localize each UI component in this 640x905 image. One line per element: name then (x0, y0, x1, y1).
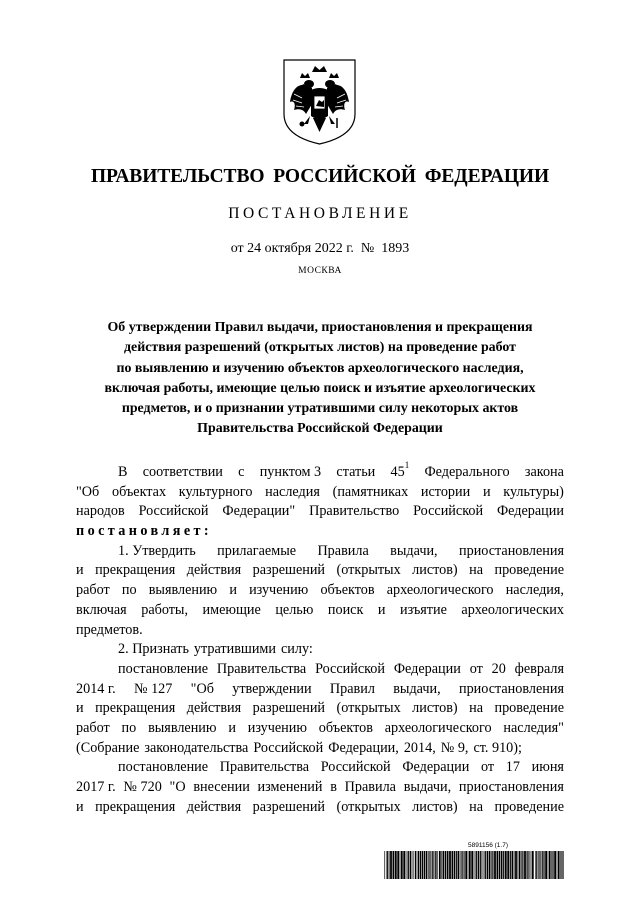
barcode-bar (436, 851, 437, 879)
barcode-bar (432, 851, 433, 879)
barcode-bar (397, 851, 399, 879)
text-line: народов Российской Федерации" Правительство Российской Федерации (76, 503, 564, 520)
barcode-bar (558, 851, 560, 879)
barcode-bar (439, 851, 441, 879)
barcode-bar (401, 851, 403, 879)
barcode-bar (449, 851, 451, 879)
barcode-bar (535, 851, 536, 879)
barcode-bar (557, 851, 558, 879)
barcode-bar (492, 851, 493, 879)
barcode-bar (403, 851, 405, 879)
barcode-bar (543, 851, 544, 879)
barcode-bar (503, 851, 504, 879)
barcode-bar (522, 851, 523, 879)
barcode-bar (407, 851, 408, 879)
barcode-bar (430, 851, 431, 879)
barcode-bar (390, 851, 392, 879)
barcode-bar (494, 851, 496, 879)
barcode-bar (424, 851, 425, 879)
barcode-bar (482, 851, 483, 879)
barcode-bar (458, 851, 460, 879)
barcode-bar (406, 851, 407, 879)
resolves-word: постановляет: (76, 523, 213, 540)
barcode-bar (395, 851, 397, 879)
text-line: 2017 г. № 720 "О внесении изменений в Правила выдачи, приостановления (76, 779, 564, 795)
barcode-bar (480, 851, 481, 879)
barcode-bar (531, 851, 532, 879)
barcode-bar (548, 851, 549, 879)
barcode-bar (433, 851, 434, 879)
text-line: "Об объектах культурного наследия (памятниках истории и культуры) (76, 483, 564, 500)
date-number-text: от 24 октября 2022 г. № 1893 (230, 241, 410, 256)
barcode-bar (429, 851, 430, 879)
barcode-bar (447, 851, 449, 879)
barcode-bar (519, 851, 521, 879)
barcode-bar (415, 851, 416, 879)
barcode-bar (454, 851, 455, 879)
city: МОСКВА (298, 266, 342, 276)
barcode-bar (400, 851, 401, 879)
barcode-bar (476, 851, 477, 879)
heading-line: по выявлению и изучению объектов археологического наследия, (116, 360, 524, 376)
barcode-bar (499, 851, 500, 879)
barcode-bar (552, 851, 553, 879)
barcode-bar (510, 851, 511, 879)
date-and-number (0, 241, 640, 257)
barcode-bar (468, 851, 469, 879)
article-ref: $45^1$ (390, 460, 410, 480)
barcode-bar (386, 851, 387, 879)
heading-line: предметов, и о признании утратившими силу некоторых актов (121, 401, 519, 417)
barcode-bar (532, 851, 534, 879)
barcode-bar (456, 851, 457, 879)
heading-line: Правительства Российской Федерации (197, 421, 443, 437)
barcode-bar (530, 851, 531, 879)
barcode-bar (524, 851, 526, 879)
barcode-bar (426, 851, 428, 879)
barcode-bar (515, 851, 517, 879)
barcode-bar (487, 851, 488, 879)
text-line: постановление Правительства Российской Федерации от 20 февраля (118, 660, 564, 677)
barcode-bar (445, 851, 446, 879)
barcode-bar (413, 851, 414, 879)
barcode-bar (441, 851, 442, 879)
barcode-bar (501, 851, 503, 879)
barcode-bar (551, 851, 552, 879)
barcode-bar (554, 851, 556, 879)
barcode-bar (539, 851, 540, 879)
barcode-bar (389, 851, 390, 879)
text-line: работ по выявлению и изучению объектов археологического наследия" (76, 719, 564, 736)
barcode-bar (485, 851, 486, 879)
barcode-bar (563, 851, 564, 879)
barcode-bar (561, 851, 562, 879)
text-line: 1. Утвердить прилагаемые Правила выдачи, приостановления (118, 542, 564, 559)
barcode-bar (461, 851, 462, 879)
barcode-bar (410, 851, 411, 879)
text-line (76, 522, 564, 542)
barcode-bar (462, 851, 463, 879)
barcode-bar (428, 851, 429, 879)
barcode-bar (418, 851, 419, 879)
document-type: ПОСТАНОВЛЕНИЕ (228, 205, 412, 222)
barcode-bar (540, 851, 541, 879)
barcode-bar (484, 851, 485, 879)
barcode-bar (464, 851, 465, 879)
barcode-bar (497, 851, 499, 879)
text-line: и прекращения действия разрешений (открытых листов) на проведение (76, 562, 564, 579)
document-body (76, 460, 564, 817)
barcode-bar (505, 851, 507, 879)
barcode-bar (443, 851, 445, 879)
barcode-bar (521, 851, 522, 879)
barcode-bar (469, 851, 471, 879)
barcode-bar (412, 851, 413, 879)
barcode-bar (471, 851, 473, 879)
barcode-bar (545, 851, 547, 879)
text-line: работ по выявлению и изучению объектов археологического наследия, (76, 582, 564, 599)
barcode-bar (542, 851, 543, 879)
barcode-bar (408, 851, 409, 879)
barcode-bar (474, 851, 475, 879)
barcode-bar (475, 851, 476, 879)
barcode-bar (422, 851, 423, 879)
text-line: В соответствии с пунктом 3 статьи $45^1$ Федерального закона (76, 463, 564, 483)
heading-line: Об утверждении Правил выдачи, приостановления и прекращения (107, 320, 533, 335)
barcode-bar (417, 851, 418, 879)
text-line: включая работы, имеющие целью поиск и изъятие археологических (76, 601, 564, 618)
barcode-bar (387, 851, 388, 879)
barcode-bar (549, 851, 551, 879)
document-heading (70, 318, 570, 440)
barcode-bar (528, 851, 529, 879)
barcode-bar (489, 851, 491, 879)
barcode-bar (514, 851, 515, 879)
barcode-number: 5891156 (1.7) (468, 842, 508, 849)
text-line: (Собрание законодательства Российской Федерации, 2014, № 9, ст. 910); (76, 739, 522, 756)
text-line: 2. Признать утратившими силу: (118, 641, 313, 658)
barcode-bar (393, 851, 395, 879)
barcode-bar (507, 851, 509, 879)
heading-line: включая работы, имеющие целью поиск и изъятие археологических (104, 380, 536, 396)
text-line: предметов. (76, 621, 143, 638)
barcode-bar (384, 851, 385, 879)
barcode-bar (478, 851, 479, 879)
barcode-bar (536, 851, 537, 879)
text-line: и прекращения действия разрешений (открытых листов) на проведение (76, 700, 564, 717)
barcode-bar (452, 851, 454, 879)
barcode-bar (483, 851, 484, 879)
barcode-bar (527, 851, 528, 879)
barcode-bar (420, 851, 422, 879)
barcode-bar (491, 851, 492, 879)
barcode-bar (512, 851, 514, 879)
russian-coat-of-arms-icon (282, 58, 357, 146)
barcode-bar (465, 851, 467, 879)
government-title: ПРАВИТЕЛЬСТВО РОССИЙСКОЙ ФЕДЕРАЦИИ (90, 166, 550, 187)
heading-line: действия разрешений (открытых листов) на проведение работ (124, 340, 516, 356)
text-line: и прекращения действия разрешений (открытых листов) на проведение (76, 798, 564, 815)
text-line: постановление Правительства Российской Федерации от 17 июня (118, 759, 564, 776)
barcode-bar (538, 851, 539, 879)
barcode-bar (435, 851, 436, 879)
barcode-icon (384, 851, 564, 879)
barcode-bar (460, 851, 461, 879)
text-line: 2014 г. № 127 "Об утверждении Правил выдачи, приостановления (76, 680, 564, 697)
barcode-bar (560, 851, 561, 879)
barcode-bar (518, 851, 519, 879)
